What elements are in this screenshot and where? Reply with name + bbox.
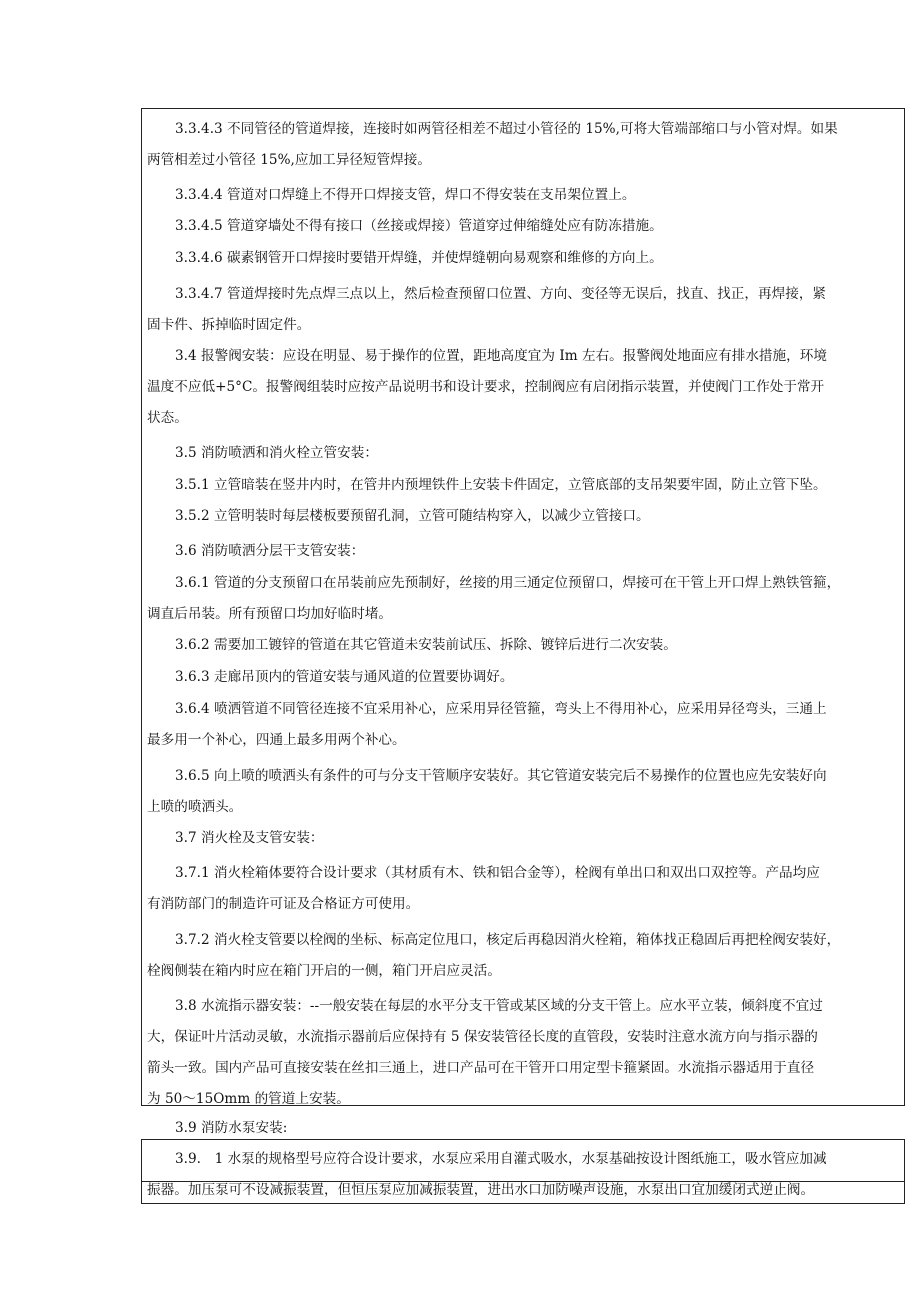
text-line: 大，保证叶片活动灵敏，水流指示器前后应保持有 5 保安装管径长度的直管段，安装时注意水流方向与指示器的 — [147, 1029, 818, 1045]
text-line: 3.5.1 立管暗装在竖井内时，在管井内预埋铁件上安装卡件固定，立管底部的支吊架要牢固，防止立管下坠。 — [175, 477, 827, 493]
text-line: 3.9. 1 水泵的规格型号应符合设计要求，水泵应采用自灌式吸水，水泵基础按设计图纸施工，吸水管应加减 — [175, 1151, 827, 1167]
text-line: 3.6.5 向上喷的喷洒头有条件的可与分支干管顺序安装好。其它管道安装完后不易操作的位置也应先安装好向 — [175, 768, 827, 784]
text-line: 3.7.1 消火栓箱体要符合设计要求（其材质有木、铁和铝合金等），栓阀有单出口和双出口双控等。产品均应 — [175, 865, 820, 881]
text-line: 有消防部门的制造许可证及合格证方可使用。 — [147, 896, 420, 912]
text-line: 最多用一个补心，四通上最多用两个补心。 — [147, 732, 406, 748]
text-line: 3.5 消防喷洒和消火栓立管安装： — [175, 445, 378, 461]
text-line: 3.7 消火栓及支管安装： — [175, 830, 324, 846]
text-line: 3.9 消防水泵安装: — [175, 1120, 288, 1136]
text-line: 3.6.2 需要加工镀锌的管道在其它管道未安装前试压、拆除、镀锌后进行二次安装。 — [175, 637, 677, 653]
text-line: 3.8 水流指示器安装：--一般安装在每层的水平分支干管或某区域的分支干管上。应水平立装，倾斜度不宜过 — [175, 998, 823, 1014]
text-line: 3.3.4.7 管道焊接时先点焊三点以上，然后检查预留口位置、方向、变径等无误后，找直、找正，再焊接，紧 — [175, 286, 827, 302]
text-line: 箭头一致。国内产品可直接安装在丝扣三通上，进口产品可在干管开口用定型卡箍紧固。水流指示器适用于直径 — [147, 1060, 815, 1076]
text-line: 两管相差过小管径 15%,应加工异径短管焊接。 — [147, 152, 432, 168]
text-line: 3.4 报警阀安装：应设在明显、易于操作的位置，距地高度宜为 Im 左右。报警阀处地面应有排水措施，环境 — [175, 348, 828, 364]
text-line: 3.5.2 立管明装时每层楼板要预留孔洞，立管可随结构穿入，以减少立管接口。 — [175, 508, 650, 524]
text-line: 栓阀侧装在箱内时应在箱门开启的一侧，箱门开启应灵活。 — [147, 963, 501, 979]
text-line: 状态。 — [147, 410, 188, 426]
text-line: 振器。加压泵可不设减振装置，但恒压泵应加减振装置，进出水口加防噪声设施，水泵出口宜加缓闭式逆止阀。 — [147, 1182, 815, 1198]
text-line: 固卡件、拆掉临时固定件。 — [147, 317, 311, 333]
text-line: 3.3.4.4 管道对口焊缝上不得开口焊接支管，焊口不得安装在支吊架位置上。 — [175, 187, 636, 203]
text-line: 3.7.2 消火栓支管要以栓阀的坐标、标高定位甩口，核定后再稳因消火栓箱，箱体找正稳固后再把栓阀安装好， — [175, 932, 841, 948]
text-line: 3.3.4.3 不同管径的管道焊接，连接时如两管径相差不超过小管径的 15%,可将大管端部缩口与小管对焊。如果 — [175, 121, 838, 137]
text-line: 3.6.1 管道的分支预留口在吊装前应先预制好，丝接的用三通定位预留口，焊接可在干管上开口焊上熟铁管箍， — [175, 575, 841, 591]
text-line: 3.3.4.6 碳素钢管开口焊接时要错开焊缝，并使焊缝朝向易观察和维修的方向上。 — [175, 250, 663, 266]
text-line: 3.6 消防喷洒分层干支管安装： — [175, 543, 365, 559]
text-line: 调直后吊装。所有预留口均加好临时堵。 — [147, 606, 393, 622]
text-line: 3.6.3 走廊吊顶内的管道安装与通风道的位置要协调好。 — [175, 669, 514, 685]
text-line: 上喷的喷洒头。 — [147, 799, 243, 815]
text-line: 3.3.4.5 管道穿墙处不得有接口（丝接或焊接）管道穿过伸缩缝处应有防冻措施。 — [175, 218, 663, 234]
text-line: 为 50～15Omm 的管道上安装。 — [147, 1091, 350, 1107]
text-line: 温度不应低+5°C。报警阀组装时应按产品说明书和设计要求，控制阀应有启闭指示装置，并使阀门工作处于常开 — [147, 379, 825, 395]
text-line: 3.6.4 喷洒管道不同管径连接不宜采用补心，应采用异径管箍，弯头上不得用补心，应采用异径弯头，三通上 — [175, 701, 827, 717]
